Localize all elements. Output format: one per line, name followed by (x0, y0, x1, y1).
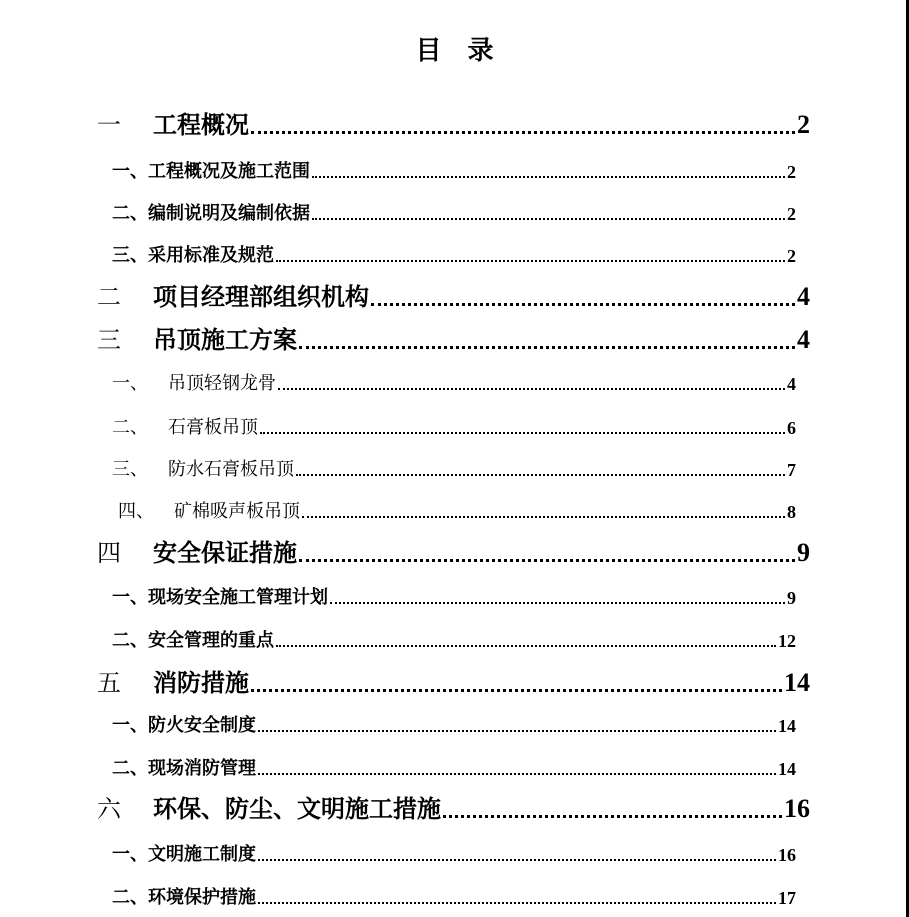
toc-entry-number: 二、 (112, 203, 148, 224)
toc-entry-label: 防水石膏板吊顶 (168, 459, 294, 480)
toc-entry-label: 工程概况及施工范围 (148, 161, 310, 182)
toc-entry-number: 三 (97, 326, 121, 354)
toc-entry-number: 二、 (112, 417, 148, 438)
toc-entry[interactable] (118, 497, 796, 523)
toc-entry-page-number: 12 (778, 631, 796, 651)
toc-entry[interactable] (112, 455, 796, 481)
toc-dot-leader (258, 859, 776, 861)
toc-entry-number: 二、 (112, 887, 148, 908)
toc-dot-leader (258, 773, 776, 775)
toc-entry-page-number: 4 (797, 282, 810, 311)
toc-entry-number: 三、 (112, 245, 148, 266)
toc-entry[interactable] (112, 199, 796, 225)
toc-entry-label: 安全保证措施 (153, 538, 297, 567)
toc-entry-number: 一、 (112, 715, 148, 736)
toc-entry-label: 吊顶施工方案 (153, 325, 297, 354)
toc-entry[interactable] (97, 280, 810, 312)
toc-entry[interactable] (112, 840, 796, 866)
toc-entry-page-number: 4 (797, 325, 810, 354)
toc-entry[interactable] (97, 536, 810, 568)
toc-entry-page-number: 14 (778, 716, 796, 736)
toc-entry[interactable] (112, 626, 796, 652)
toc-entry-page-number: 9 (787, 588, 796, 608)
toc-entry-page-number: 7 (787, 460, 796, 480)
toc-dot-leader (299, 346, 795, 349)
toc-entry-label: 安全管理的重点 (148, 630, 274, 651)
toc-entry[interactable] (112, 583, 796, 609)
toc-entry-label: 工程概况 (153, 110, 249, 139)
toc-entry[interactable] (112, 241, 796, 267)
toc-dot-leader (330, 602, 785, 604)
toc-entry-number: 四、 (118, 501, 154, 522)
toc-entry-page-number: 14 (778, 759, 796, 779)
toc-entry-page-number: 14 (784, 668, 810, 697)
toc-entry-label: 文明施工制度 (148, 844, 256, 865)
toc-entry-label: 编制说明及编制依据 (148, 203, 310, 224)
toc-entry-label: 防火安全制度 (148, 715, 256, 736)
toc-entry-label: 现场消防管理 (148, 758, 256, 779)
toc-entry-number: 四 (97, 539, 121, 567)
toc-dot-leader (251, 689, 782, 692)
toc-entry-page-number: 16 (778, 845, 796, 865)
toc-entry-label: 吊顶轻钢龙骨 (168, 373, 276, 394)
toc-dot-leader (251, 131, 795, 134)
toc-entry-label: 环保、防尘、文明施工措施 (153, 794, 441, 823)
toc-dot-leader (312, 218, 785, 220)
toc-entry-label: 采用标准及规范 (148, 245, 274, 266)
toc-entry-number: 一、 (112, 587, 148, 608)
toc-entry-label: 环境保护措施 (148, 887, 256, 908)
toc-entry-page-number: 2 (787, 204, 796, 224)
toc-entry-label: 矿棉吸声板吊顶 (174, 501, 300, 522)
toc-dot-leader (371, 303, 795, 306)
toc-entry-page-number: 6 (787, 418, 796, 438)
toc-entry-number: 一、 (112, 844, 148, 865)
toc-entry-number: 六 (97, 795, 121, 823)
toc-entry-page-number: 9 (797, 538, 810, 567)
toc-entry-page-number: 2 (787, 162, 796, 182)
toc-entry[interactable] (112, 754, 796, 780)
toc-dot-leader (258, 730, 776, 732)
toc-dot-leader (296, 474, 785, 476)
toc-entry-label: 现场安全施工管理计划 (148, 587, 328, 608)
toc-title (0, 30, 909, 67)
toc-dot-leader (258, 902, 776, 904)
toc-title-char-2: 录 (467, 36, 494, 66)
toc-entry-page-number: 2 (797, 110, 810, 139)
toc-dot-leader (299, 559, 795, 562)
toc-dot-leader (302, 516, 785, 518)
toc-entry[interactable] (97, 666, 810, 698)
toc-entry-number: 二、 (112, 758, 148, 779)
toc-entry-number: 三、 (112, 459, 148, 480)
toc-dot-leader (443, 815, 782, 818)
toc-entry-number: 一、 (112, 161, 148, 182)
toc-entry-number: 二、 (112, 630, 148, 651)
toc-entry-page-number: 2 (787, 246, 796, 266)
toc-entry-label: 项目经理部组织机构 (153, 282, 369, 311)
toc-entry-label: 消防措施 (153, 668, 249, 697)
toc-entry-page-number: 4 (787, 374, 796, 394)
toc-entry-number: 五 (97, 669, 121, 697)
toc-entry-number: 二 (97, 283, 121, 311)
toc-entry[interactable] (112, 883, 796, 909)
toc-entry-page-number: 16 (784, 794, 810, 823)
toc-entry[interactable] (112, 369, 796, 395)
toc-dot-leader (276, 260, 785, 262)
toc-entry-number: 一 (97, 111, 121, 139)
toc-title-char-1: 目 (415, 36, 442, 66)
toc-entry-label: 石膏板吊顶 (168, 417, 258, 438)
toc-dot-leader (260, 432, 785, 434)
toc-entry-page-number: 17 (778, 888, 796, 908)
toc-entry[interactable] (97, 792, 810, 824)
toc-dot-leader (312, 176, 785, 178)
toc-entry-page-number: 8 (787, 502, 796, 522)
toc-entry[interactable] (112, 413, 796, 439)
toc-dot-leader (278, 388, 785, 390)
toc-dot-leader (276, 645, 776, 647)
toc-entry[interactable] (97, 108, 810, 140)
toc-entry-number: 一、 (112, 373, 148, 394)
toc-entry[interactable] (112, 711, 796, 737)
toc-entry[interactable] (97, 323, 810, 355)
toc-entry[interactable] (112, 157, 796, 183)
